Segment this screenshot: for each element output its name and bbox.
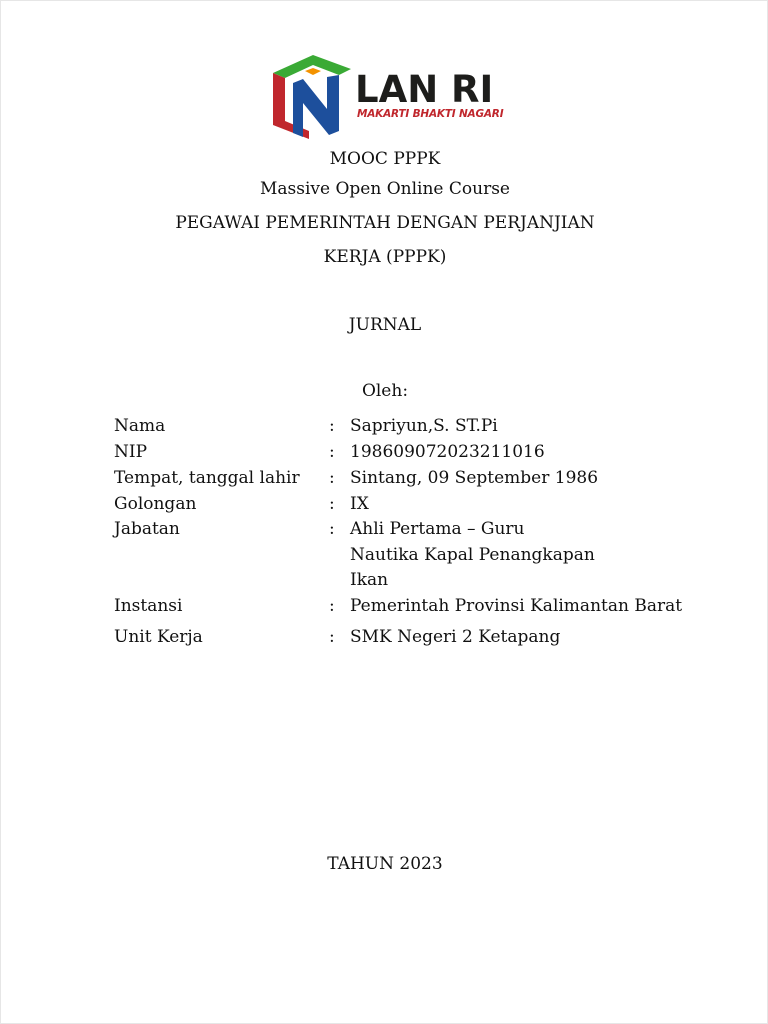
nama-value: Sapriyun,S. ST.Pi: [350, 416, 498, 436]
ttl-label: Tempat, tanggal lahir: [114, 468, 300, 488]
header-line-3: PEGAWAI PEMERINTAH DENGAN PERJANJIAN: [175, 213, 595, 233]
colon: :: [329, 442, 335, 462]
unit-kerja-value: SMK Negeri 2 Ketapang: [350, 627, 561, 647]
jabatan-label: Jabatan: [114, 519, 180, 539]
golongan-value: IX: [350, 494, 369, 514]
colon: :: [329, 519, 335, 539]
header-line-4: KERJA (PPPK): [323, 247, 447, 267]
colon: :: [329, 627, 335, 647]
nip-label: NIP: [114, 442, 148, 462]
unit-kerja-label: Unit Kerja: [114, 627, 203, 647]
header-line-1: MOOC PPPK: [329, 149, 441, 169]
jabatan-value-line-1: Ahli Pertama – Guru: [350, 519, 525, 539]
golongan-label: Golongan: [114, 494, 197, 514]
header-line-2: Massive Open Online Course: [259, 179, 510, 199]
colon: :: [329, 416, 335, 436]
lan-ri-logo: [269, 51, 509, 143]
ttl-value: Sintang, 09 September 1986: [350, 468, 599, 488]
logo-wordmark: LAN RI: [355, 68, 494, 111]
logo-tagline: MAKARTI BHAKTI NAGARI: [357, 108, 504, 120]
nama-label: Nama: [114, 416, 166, 436]
colon: :: [329, 494, 335, 514]
instansi-label: Instansi: [114, 596, 183, 616]
document-type: JURNAL: [348, 315, 422, 335]
nip-value: 198609072023211016: [350, 442, 545, 462]
by-label: Oleh:: [361, 381, 409, 401]
colon: :: [329, 596, 335, 616]
colon: :: [329, 468, 335, 488]
instansi-value: Pemerintah Provinsi Kalimantan Barat: [350, 596, 683, 616]
jabatan-value-line-3: Ikan: [350, 570, 389, 590]
footer-year: TAHUN 2023: [327, 854, 443, 874]
lan-ri-logo-mark: [269, 51, 359, 143]
jabatan-value-line-2: Nautika Kapal Penangkapan: [350, 545, 595, 565]
